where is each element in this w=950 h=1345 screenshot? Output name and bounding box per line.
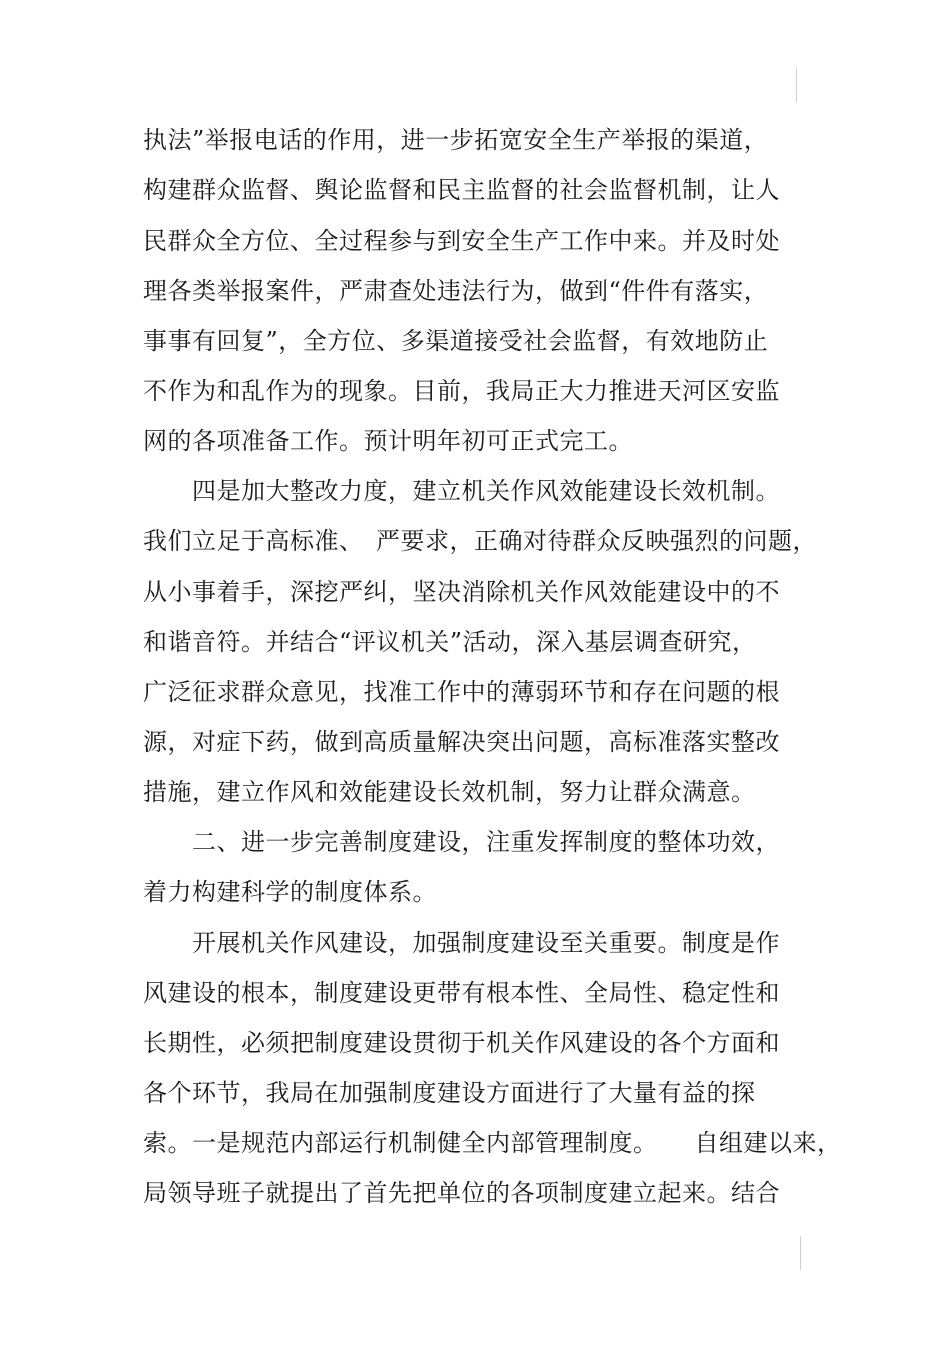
text-line: 网的各项准备工作。预计明年初可正式完工。 (143, 427, 633, 455)
text-line: 风建设的根本，制度建设更带有根本性、全局性、稳定性和 (143, 979, 780, 1007)
text-line: 索。一是规范内部运行机制健全内部管理制度。 自组建以来， (143, 1129, 842, 1157)
text-line: 构建群众监督、舆论监督和民主监督的社会监督机制，让人 (143, 176, 780, 204)
section-heading: 二、进一步完善制度建设，注重发挥制度的整体功效， (192, 828, 780, 856)
text-line: 各个环节，我局在加强制度建设方面进行了大量有益的探 (143, 1079, 756, 1107)
text-line: 不作为和乱作为的现象。目前，我局正大力推进天河区安监 (143, 377, 780, 405)
text-line: 从小事着手，深挖严纠，坚决消除机关作风效能建设中的不 (143, 578, 780, 606)
text-line: 措施，建立作风和效能建设长效机制，努力让群众满意。 (143, 778, 756, 806)
text-line: 长期性，必须把制度建设贯彻于机关作风建设的各个方面和 (143, 1029, 780, 1057)
text-line: 理各类举报案件，严肃查处违法行为，做到“件件有落实， (143, 277, 769, 305)
text-line: 事事有回复”，全方位、多渠道接受社会监督，有效地防止 (143, 327, 769, 355)
paragraph-first-line: 开展机关作风建设，加强制度建设至关重要。制度是作 (192, 929, 780, 957)
text-line: 局领导班子就提出了首先把单位的各项制度建立起来。结合 (143, 1179, 780, 1207)
paragraph-first-line: 四是加大整改力度，建立机关作风效能建设长效机制。 (192, 477, 780, 505)
text-line: 我们立足于高标准、 严要求，正确对待群众反映强烈的问题， (143, 527, 817, 555)
margin-mark-bottom (800, 1236, 801, 1270)
section-heading-continued: 着力构建科学的制度体系。 (143, 878, 437, 906)
text-line: 源，对症下药，做到高质量解决突出问题，高标准落实整改 (143, 728, 780, 756)
text-line: 执法”举报电话的作用，进一步拓宽安全生产举报的渠道， (143, 126, 769, 154)
text-line: 民群众全方位、全过程参与到安全生产工作中来。并及时处 (143, 227, 780, 255)
margin-mark-top (796, 68, 797, 102)
text-line: 广泛征求群众意见，找准工作中的薄弱环节和存在问题的根 (143, 678, 780, 706)
text-line: 和谐音符。并结合“评议机关”活动，深入基层调查研究， (143, 628, 757, 656)
